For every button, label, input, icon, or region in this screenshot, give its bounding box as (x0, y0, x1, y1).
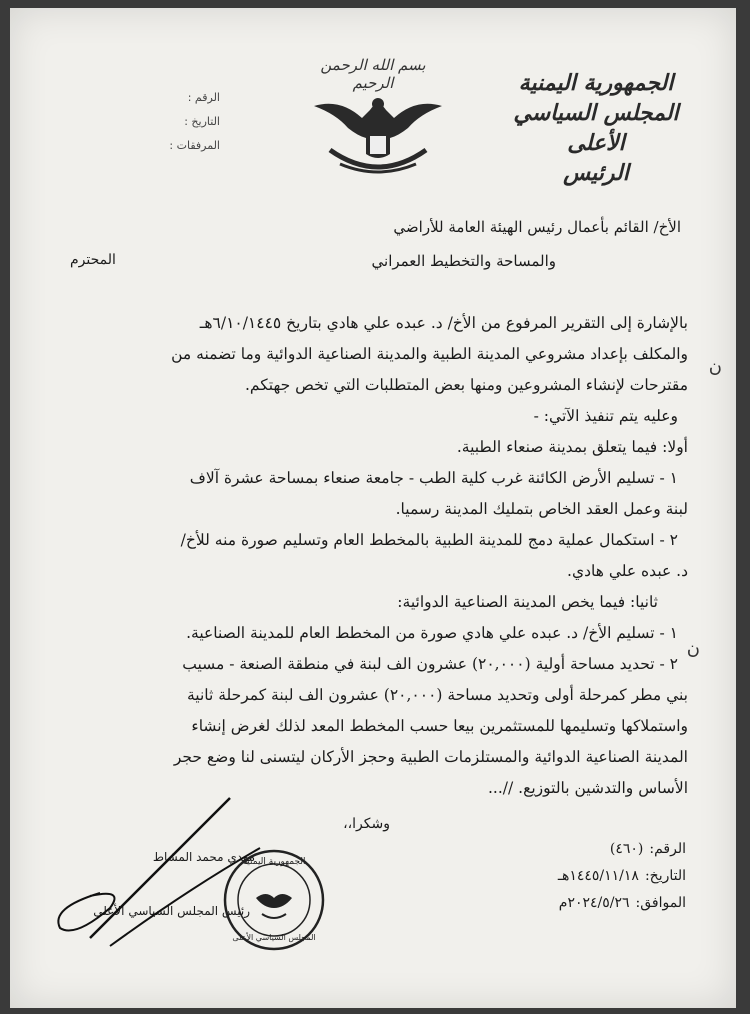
directive-line: وعليه يتم تنفيذ الآتي: - (533, 407, 678, 425)
number-label: الرقم : (187, 91, 220, 104)
letter-body (48, 308, 688, 804)
second-item-2d: المدينة الصناعية الدوائية والمستلزمات الطبية وحجز الأركان ليتسنى لنا وضع حجر (173, 748, 688, 766)
second-item-2b: بني مطر كمرحلة أولى وتحديد مساحة (٢٠,٠٠٠) عشرون الف لبنة كمرحلة ثانية (186, 686, 688, 704)
ref-number-row (456, 836, 686, 863)
ref-greg-label: الموافق: (635, 895, 686, 911)
date-label: التاريخ : (184, 115, 220, 128)
recipient-line-2: والمساحة والتخطيط العمراني (371, 252, 556, 270)
letterhead-left-labels (140, 86, 220, 158)
attachments-label: المرفقات : (169, 139, 220, 152)
recipient-line-1: الأخ/ القائم بأعمال رئيس الهيئة العامة للأراضي (393, 218, 681, 236)
intro-line-2: والمكلف بإعداد مشروعي المدينة الطبية والمدينة الصناعية الدوائية وما تضمنه من (171, 345, 688, 363)
ref-date-value: ١٤٤٥/١١/١٨هـ (557, 868, 639, 884)
respect-label: المحترم (70, 252, 116, 268)
office-title: الرئيس (563, 160, 629, 186)
margin-mark-icon: ن (708, 356, 722, 377)
basmala-text: بسم الله الرحمن الرحيم (320, 56, 426, 92)
second-item-2c: واستملاكها وتسليمها للمستثمرين بيعا حسب المخطط المعد لذلك لغرض إنشاء (191, 717, 688, 735)
council-title: المجلس السياسي الأعلى (513, 100, 679, 156)
eagle-emblem-icon (310, 80, 446, 180)
letterhead-right (496, 68, 696, 188)
signatory-name: مهدي محمد المشاط (152, 850, 255, 864)
official-stamp-icon (222, 848, 326, 952)
ref-number-label: الرقم: (649, 841, 686, 857)
ref-date-row (456, 863, 686, 890)
intro-line-1: بالإشارة إلى التقرير المرفوع من الأخ/ د. عبده علي هادي بتاريخ ٦/١٠/١٤٤٥هـ (199, 314, 688, 332)
first-item-1b: لبنة وعمل العقد الخاص بتمليك المدينة رسميا. (395, 500, 688, 518)
second-item-2a: ٢ - تحديد مساحة أولية (٢٠,٠٠٠) عشرون الف لبنة في منطقة الصنعة - مسيب (182, 655, 678, 673)
reference-block (456, 836, 686, 917)
republic-title: الجمهورية اليمنية (518, 70, 674, 96)
ref-greg-row (456, 890, 686, 917)
first-item-1a: ١ - تسليم الأرض الكائنة غرب كلية الطب - جامعة صنعاء بمساحة عشرة آلاف (189, 469, 678, 487)
intro-line-3: مقترحات لإنشاء المشروعين ومنها بعض المتطلبات التي تخص جهتكم. (244, 376, 688, 394)
document-page (10, 8, 736, 1008)
stamp-outer-text: الجمهورية اليمنية (242, 857, 306, 867)
margin-mark-icon: ن (686, 638, 700, 659)
stamp-inner-text: المجلس السياسي الأعلى (232, 933, 316, 942)
closing-thanks: وشكرا،، (343, 816, 390, 832)
section-second-heading: ثانيا: فيما يخص المدينة الصناعية الدوائية: (397, 593, 658, 611)
first-item-2a: ٢ - استكمال عملية دمج للمدينة الطبية بالمخطط العام وتسليم صورة منه للأخ/ (180, 531, 678, 549)
ref-number-value: (٤٦٠) (609, 841, 644, 857)
ref-greg-value: ٢٠٢٤/٥/٢٦م (558, 895, 630, 911)
second-item-2e: الأساس والتدشين بالتوزيع. //... (488, 779, 688, 797)
signatory-title: رئيس المجلس السياسي الأعلى (93, 904, 250, 918)
ref-date-label: التاريخ: (644, 868, 686, 884)
second-item-1: ١ - تسليم الأخ/ د. عبده علي هادي صورة من المخطط العام للمدينة الصناعية. (186, 624, 678, 642)
section-first-heading: أولا: فيما يتعلق بمدينة صنعاء الطبية. (456, 438, 688, 456)
first-item-2b: د. عبده علي هادي. (567, 562, 688, 580)
